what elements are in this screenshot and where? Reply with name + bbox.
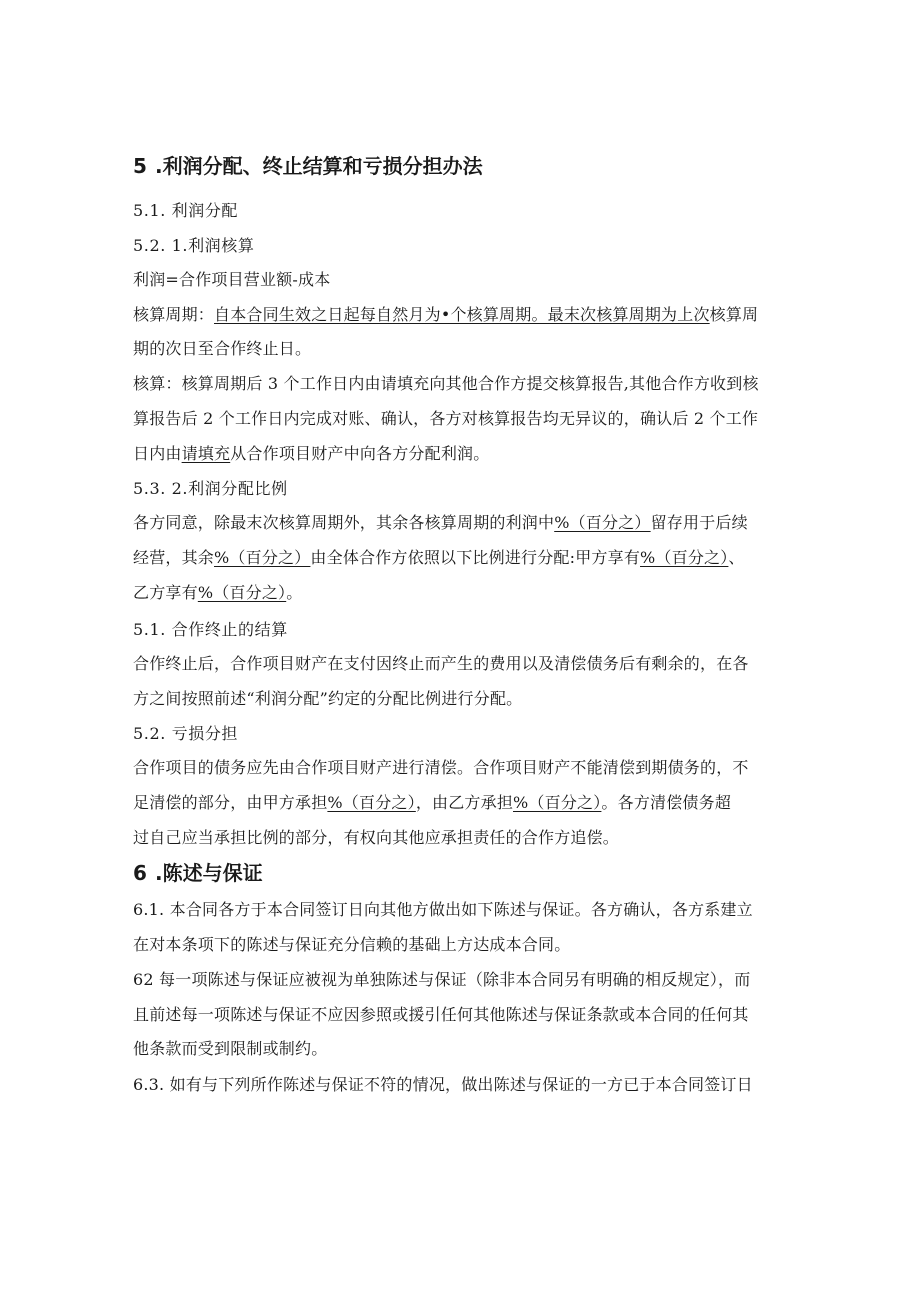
percent-blank: %（百分之） (640, 548, 729, 567)
fill-in-blank: 请填充 (181, 444, 231, 463)
text: 、 (728, 548, 745, 567)
profit-formula: 利润=合作项目营业额-成本 (133, 270, 331, 289)
clause-6-2-line-3: 他条款而受到限制或制约。 (133, 1039, 328, 1058)
subsection-5-1-termination: 5.1. 合作终止的结算 (133, 620, 288, 639)
period-label: 核算周期： (133, 305, 215, 324)
ratio-line-1 (133, 513, 748, 533)
text: ，由乙方承担 (415, 793, 514, 812)
percent-blank: %（百分之） (327, 793, 416, 812)
audit-line-3 (133, 444, 489, 464)
loss-line-3: 过自己应当承担比例的部分，有权向其他应承担责任的合作方追偿。 (133, 828, 620, 847)
section-number: 6 (133, 861, 147, 885)
clause-6-1-line-2: 在对本条项下的陈述与保证充分信赖的基础上方达成本合同。 (133, 935, 571, 954)
text: 足清偿的部分，由甲方承担 (133, 793, 328, 812)
text: 经营，其余 (133, 548, 215, 567)
subsection-5-3: 5.3. 2.利润分配比例 (133, 479, 288, 498)
period-rest: 核算周 (709, 305, 759, 324)
ratio-line-2 (133, 548, 745, 568)
termination-line-2: 方之间按照前述“利润分配”约定的分配比例进行分配。 (133, 689, 523, 708)
section-number: 5 (133, 154, 147, 178)
audit-line-2: 算报告后 2 个工作日内完成对账、确认，各方对核算报告均无异议的，确认后 2 个工作 (133, 409, 759, 428)
period-underlined: 自本合同生效之日起每自然月为•个核算周期。最末次核算周期为上次 (214, 305, 710, 324)
section-6-heading (133, 860, 263, 886)
percent-blank: %（百分之） (554, 513, 651, 532)
section-title: .陈述与保证 (155, 861, 263, 885)
loss-line-2 (133, 793, 731, 813)
subsection-5-2-loss: 5.2. 亏损分担 (133, 724, 239, 743)
subsection-5-1: 5.1. 利润分配 (133, 201, 239, 220)
section-5-heading (133, 153, 483, 179)
text: 从合作项目财产中向各方分配利润。 (230, 444, 490, 463)
audit-line-1: 核算：核算周期后 3 个工作日内由请填充向其他合作方提交核算报告,其他合作方收到核 (133, 374, 759, 393)
text: 。 (286, 583, 303, 602)
text: 。各方清偿债务超 (601, 793, 732, 812)
section-title: .利润分配、终止结算和亏损分担办法 (155, 154, 483, 178)
clause-6-1-line-1: 6.1. 本合同各方于本合同签订日向其他方做出如下陈述与保证。各方确认，各方系建立 (133, 900, 753, 919)
text: 由全体合作方依照以下比例进行分配:甲方享有 (310, 548, 641, 567)
subsection-5-2: 5.2. 1.利润核算 (133, 236, 255, 255)
percent-blank: %（百分之） (197, 583, 287, 602)
text: 留存用于后续 (650, 513, 748, 532)
percent-blank: %（百分之） (214, 548, 311, 567)
ratio-line-3 (133, 583, 302, 603)
loss-line-1: 合作项目的债务应先由合作项目财产进行清偿。合作项目财产不能清偿到期债务的，不 (133, 758, 749, 777)
text: 乙方享有 (133, 583, 198, 602)
period-line-2: 期的次日至合作终止日。 (133, 339, 312, 358)
text: 各方同意，除最末次核算周期外，其余各核算周期的利润中 (133, 513, 555, 532)
period-line-1 (133, 305, 758, 325)
clause-6-3-line-1: 6.3. 如有与下列所作陈述与保证不符的情况，做出陈述与保证的一方已于本合同签订日 (133, 1075, 753, 1094)
text: 日内由 (133, 444, 182, 463)
termination-line-1: 合作终止后，合作项目财产在支付因终止而产生的费用以及清偿债务后有剩余的，在各 (133, 654, 749, 673)
clause-6-2-line-1: 62 每一项陈述与保证应被视为单独陈述与保证（除非本合同另有明确的相反规定），而 (133, 970, 751, 989)
clause-6-2-line-2: 且前述每一项陈述与保证不应因参照或援引任何其他陈述与保证条款或本合同的任何其 (133, 1005, 749, 1024)
percent-blank: %（百分之） (513, 793, 602, 812)
